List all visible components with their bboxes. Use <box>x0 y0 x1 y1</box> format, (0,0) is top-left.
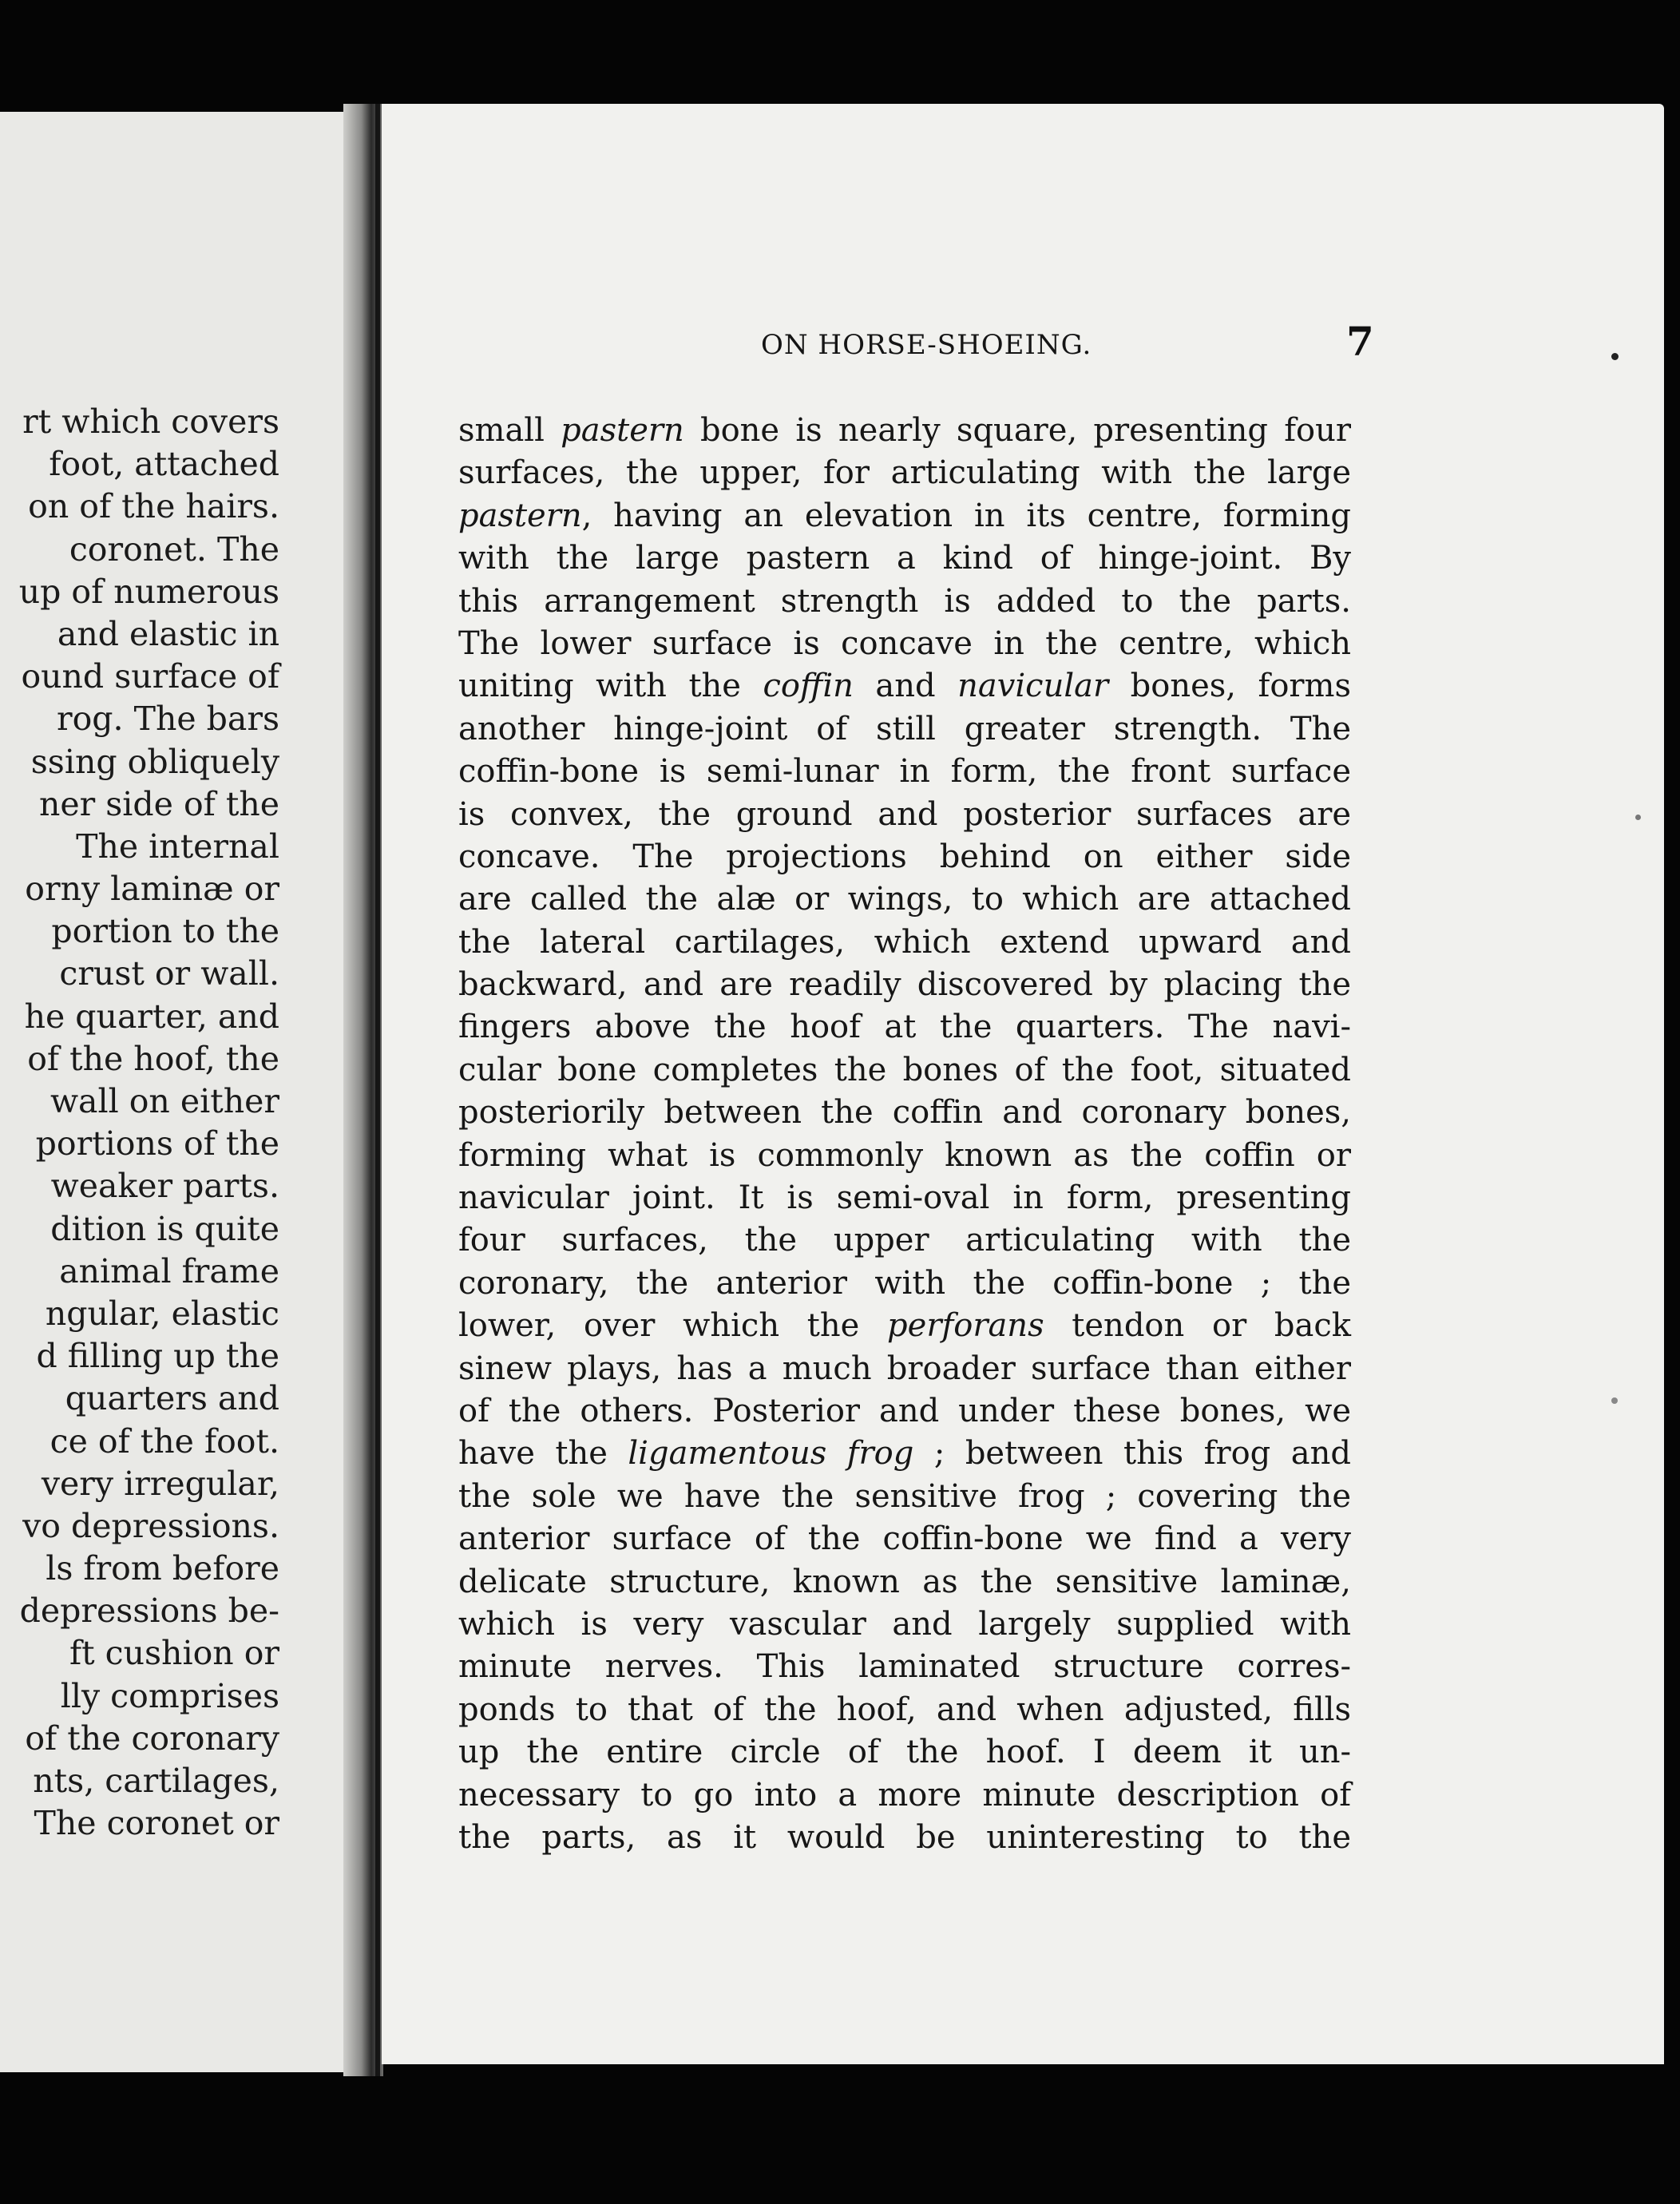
left-page-line: of the hoof, the <box>27 1039 279 1078</box>
left-page-line: ssing obliquely <box>30 742 279 781</box>
left-page-line: and elastic in <box>57 614 279 653</box>
body-line: another hinge-joint of still greater strength. The <box>458 710 1351 747</box>
dust-speck <box>1635 815 1641 820</box>
left-page-line: portions of the <box>35 1124 279 1163</box>
body-line: fingers above the hoof at the quarters. The navi- <box>458 1009 1351 1046</box>
body-text <box>458 410 1351 1859</box>
dust-speck <box>1611 1397 1618 1404</box>
body-line: The lower surface is concave in the centre, which <box>458 624 1351 662</box>
page-right <box>382 104 1664 2064</box>
left-page-line: nts, cartilages, <box>33 1762 279 1800</box>
body-line: of the others. Posterior and under these bones, we <box>458 1392 1351 1429</box>
left-page-line: dition is quite <box>50 1209 279 1248</box>
body-line: with the large pastern a kind of hinge-joint. By <box>458 540 1351 577</box>
body-line: the parts, as it would be uninteresting to the <box>458 1818 1351 1856</box>
body-line: anterior surface of the coffin-bone we find a very <box>458 1520 1351 1558</box>
left-page-text <box>0 401 279 1845</box>
left-page-line: on of the hairs. <box>28 487 279 526</box>
left-page-line: quarters and <box>65 1379 279 1418</box>
page-number: 7 <box>1346 318 1374 365</box>
left-page-line: wall on either <box>50 1082 279 1120</box>
left-page-line: d filling up the <box>36 1337 279 1376</box>
left-page-line: weaker parts. <box>50 1167 279 1206</box>
left-page-line: ls from before <box>46 1549 279 1588</box>
facing-page-left <box>0 112 375 2072</box>
left-page-line: of the coronary <box>25 1718 279 1758</box>
body-line: is convex, the ground and posterior surfaces are <box>458 795 1351 833</box>
body-line: delicate structure, known as the sensitive laminæ, <box>458 1563 1351 1600</box>
left-page-line: lly comprises <box>60 1676 279 1715</box>
body-line: coffin-bone is semi-lunar in form, the front surface <box>458 753 1351 791</box>
body-line: uniting with the coffin and navicular bones, forms <box>458 668 1351 705</box>
dust-speck <box>1611 353 1619 360</box>
body-line: ponds to that of the hoof, and when adjusted, fills <box>458 1691 1351 1728</box>
left-page-line: up of numerous <box>18 572 279 611</box>
body-line: sinew plays, has a much broader surface than either <box>458 1350 1351 1387</box>
body-line: up the entire circle of the hoof. I deem it un- <box>458 1734 1351 1771</box>
left-page-line: coronet. The <box>69 529 279 569</box>
body-line: have the ligamentous frog ; between this frog and <box>458 1435 1351 1473</box>
body-line: are called the alæ or wings, to which are attached <box>458 881 1351 918</box>
body-line: the lateral cartilages, which extend upward and <box>458 923 1351 961</box>
body-line: cular bone completes the bones of the foot, situated <box>458 1051 1351 1088</box>
left-page-line: crust or wall. <box>59 954 279 993</box>
body-line: surfaces, the upper, for articulating with the large <box>458 454 1351 492</box>
body-line: necessary to go into a more minute description of <box>458 1776 1351 1814</box>
left-page-line: The coronet or <box>34 1804 279 1843</box>
left-page-line: The internal <box>76 826 279 866</box>
left-page-line: vo depressions. <box>22 1506 279 1545</box>
left-page-line: ner side of the <box>38 784 279 823</box>
body-line: this arrangement strength is added to the parts. <box>458 582 1351 620</box>
body-line: posteriorily between the coffin and coronary bones, <box>458 1094 1351 1132</box>
left-page-line: portion to the <box>51 912 279 951</box>
left-page-line: rog. The bars <box>57 700 279 739</box>
running-head: ON HORSE-SHOEING. <box>761 329 1092 361</box>
left-page-line: he quarter, and <box>24 997 279 1036</box>
body-line: the sole we have the sensitive frog ; covering the <box>458 1477 1351 1515</box>
left-page-line: ngular, elastic <box>45 1294 279 1333</box>
body-line: coronary, the anterior with the coffin-bone ; the <box>458 1264 1351 1302</box>
body-line: which is very vascular and largely supplied with <box>458 1605 1351 1643</box>
left-page-line: ound surface of <box>21 657 279 696</box>
body-line: four surfaces, the upper articulating with the <box>458 1222 1351 1259</box>
body-line: minute nerves. This laminated structure corres- <box>458 1648 1351 1686</box>
left-page-line: foot, attached <box>49 445 279 484</box>
body-line: small pastern bone is nearly square, presenting four <box>458 412 1352 449</box>
body-line: pastern, having an elevation in its centre, forming <box>458 497 1351 534</box>
body-line: lower, over which the perforans tendon or back <box>458 1307 1351 1345</box>
left-page-line: orny laminæ or <box>25 870 279 909</box>
left-page-line: depressions be- <box>19 1592 279 1631</box>
body-line: forming what is commonly known as the coffin or <box>458 1136 1351 1174</box>
left-page-line: very irregular, <box>41 1464 279 1503</box>
body-line: backward, and are readily discovered by placing the <box>458 966 1351 1004</box>
body-line: navicular joint. It is semi-oval in form, presenting <box>458 1179 1351 1217</box>
left-page-line: ft cushion or <box>69 1634 279 1673</box>
left-page-line: animal frame <box>59 1251 279 1290</box>
gutter-shadow-line <box>375 104 380 2076</box>
body-line: concave. The projections behind on either side <box>458 838 1351 875</box>
left-page-line: rt which covers <box>22 402 279 441</box>
left-page-line: ce of the foot. <box>50 1421 279 1461</box>
